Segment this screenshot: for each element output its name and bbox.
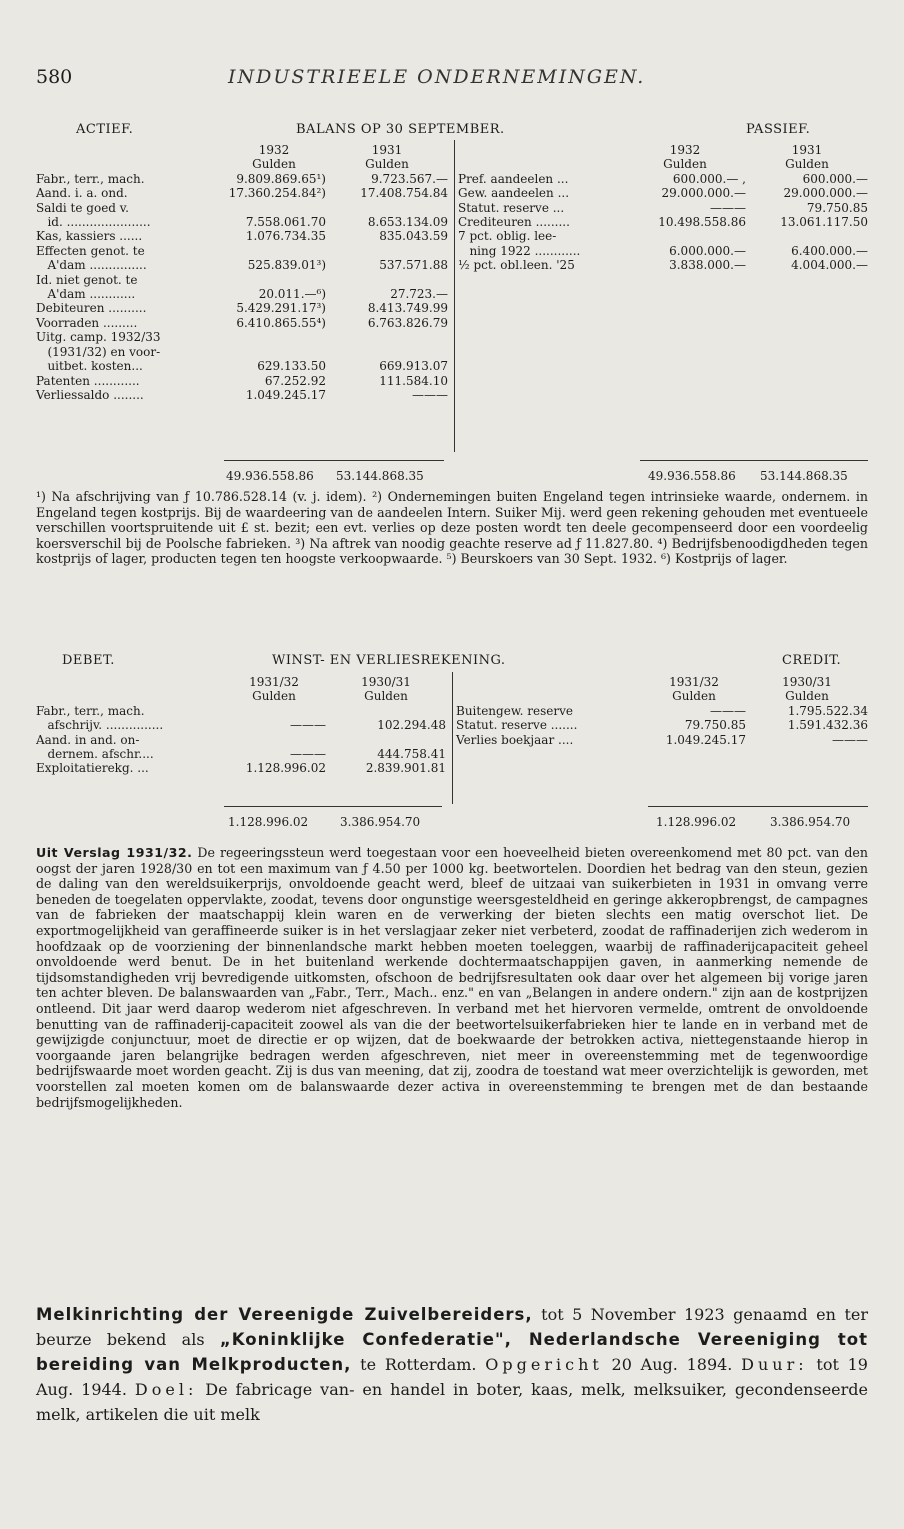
actief-label: id. ...................... [36, 215, 151, 230]
actief-total-1931: 53.144.868.35 [336, 469, 424, 483]
balans-right-title: PASSIEF. [746, 122, 811, 137]
actief-value-2: 17.408.754.84 [360, 186, 448, 201]
melk-text-4: tot 19 Aug. 1944. [36, 1355, 868, 1399]
credit-year-1: 1931/32 [669, 675, 719, 689]
credit-year-2: 1930/31 [782, 675, 832, 689]
debet-total-2: 3.386.954.70 [340, 815, 421, 829]
passief-value-1: 10.498.558.86 [658, 215, 746, 230]
debet-row [36, 704, 446, 718]
melk-company-name: Melkinrichting der Vereenigde Zuivelbereiders, [36, 1305, 533, 1324]
passief-label: ½ pct. obl.leen. '25 [458, 258, 575, 273]
debet-total-1: 1.128.996.02 [228, 815, 309, 829]
credit-total-2: 3.386.954.70 [770, 815, 851, 829]
actief-row [36, 287, 448, 301]
actief-row [36, 244, 448, 258]
actief-value-2 [326, 273, 448, 287]
passief-row [458, 172, 868, 186]
actief-value-1: 5.429.291.17³) [236, 301, 326, 316]
credit-value-1: 79.750.85 [684, 718, 746, 733]
actief-table [36, 143, 448, 402]
actief-value-1 [222, 244, 326, 258]
actief-value-2: 835.043.59 [379, 229, 448, 244]
debet-value-2: 444.758.41 [377, 747, 446, 762]
passief-total-1931: 53.144.868.35 [760, 469, 848, 483]
actief-value-2 [326, 330, 448, 344]
credit-value-1: ——— [710, 703, 746, 718]
melk-doel-label: Doel: [134, 1380, 198, 1399]
debet-table [36, 675, 446, 776]
debet-label: Aand. in and. on- [36, 732, 140, 747]
credit-total-rule [648, 806, 868, 807]
credit-row [456, 733, 868, 747]
credit-label: Buitengew. reserve [456, 703, 574, 718]
passief-value-1: 6.000.000.— [669, 243, 746, 258]
actief-value-2 [326, 345, 448, 359]
passief-label: Gew. aandeelen ... [458, 186, 570, 201]
passief-total-1932: 49.936.558.86 [648, 469, 736, 483]
actief-label: Debiteuren .......... [36, 301, 147, 316]
debet-label: Exploitatierekg. ... [36, 761, 149, 776]
actief-row [36, 215, 448, 229]
credit-label: Verlies boekjaar .... [456, 732, 574, 747]
passief-value-1: 3.838.000.— [669, 258, 746, 273]
passief-row [458, 215, 868, 229]
actief-label: (1931/32) en voor- [36, 344, 161, 359]
credit-row [456, 704, 868, 718]
actief-label: Voorraden ......... [36, 315, 138, 330]
actief-label: Verliessaldo ........ [36, 387, 144, 402]
passief-value-1: 29.000.000.— [661, 186, 746, 201]
actief-label: uitbet. kosten... [36, 359, 143, 374]
passief-value-2: 79.750.85 [806, 200, 868, 215]
actief-label: A'dam ............... [36, 258, 147, 273]
melk-text-3: 20 Aug. 1894. [602, 1355, 742, 1374]
debet-row [36, 747, 446, 761]
actief-value-1: 17.360.254.84²) [228, 186, 326, 201]
actief-label: Uitg. camp. 1932/33 [36, 330, 161, 345]
actief-unit-1932: Gulden [252, 157, 296, 172]
actief-value-2: 8.413.749.99 [367, 301, 448, 316]
actief-year-1932: 1932 [258, 143, 290, 157]
debet-unit-2: Gulden [364, 689, 408, 704]
debet-value-2: 102.294.48 [377, 718, 446, 733]
actief-total-rule [224, 460, 444, 461]
passief-label: Crediteuren ......... [458, 215, 570, 230]
actief-value-2: 111.584.10 [379, 373, 448, 388]
verslag-lead: Uit Verslag 1931/32. [36, 845, 193, 860]
actief-value-1 [222, 201, 326, 215]
credit-value-1: 1.049.245.17 [665, 732, 746, 747]
actief-value-1: 629.133.50 [257, 359, 326, 374]
actief-value-1: 6.410.865.55⁴) [236, 315, 326, 330]
credit-unit-1: Gulden [672, 689, 716, 704]
actief-value-2 [326, 201, 448, 215]
debet-value-1 [222, 733, 326, 747]
wv-right-title: CREDIT. [782, 653, 842, 668]
actief-label: Aand. i. a. ond. [36, 186, 128, 201]
debet-row [36, 761, 446, 775]
actief-label: Id. niet genot. te [36, 272, 138, 287]
actief-value-1: 20.011.—⁶) [258, 287, 326, 302]
actief-value-2: 6.763.826.79 [367, 315, 448, 330]
passief-year-1931: 1931 [791, 143, 823, 157]
debet-label: dernem. afschr.... [36, 747, 154, 762]
actief-row [36, 172, 448, 186]
debet-value-2: 2.839.901.81 [365, 761, 446, 776]
melk-opgericht-label: Opgericht [485, 1355, 603, 1374]
credit-value-2: ——— [832, 732, 868, 747]
debet-value-2 [326, 704, 446, 718]
melk-text-5: De fabricage van- en handel in boter, kaas, melk, melksuiker, gecondenseerde melk, artikelen die uit melk [36, 1380, 868, 1424]
debet-row [36, 718, 446, 732]
passief-table [458, 143, 868, 273]
actief-row [36, 374, 448, 388]
actief-row [36, 201, 448, 215]
verslag-paragraph [36, 845, 868, 1110]
passief-row [458, 201, 868, 215]
actief-row [36, 273, 448, 287]
passief-year-1932: 1932 [669, 143, 701, 157]
credit-total-1: 1.128.996.02 [656, 815, 737, 829]
actief-label: Effecten genot. te [36, 243, 145, 258]
balans-center-title: BALANS OP 30 SEPTEMBER. [296, 122, 505, 137]
credit-value-2: 1.795.522.34 [787, 703, 868, 718]
melk-former-name: „Koninklijke Confederatie", Nederlandsche Vereeniging tot bereiding van Melkproducten, [36, 1330, 868, 1374]
actief-value-2: 669.913.07 [379, 359, 448, 374]
actief-value-2: ——— [412, 387, 448, 402]
actief-label: Kas, kassiers ...... [36, 229, 143, 244]
actief-unit-1931: Gulden [365, 157, 409, 172]
actief-label: Patenten ............ [36, 373, 140, 388]
passief-label: ning 1922 ............ [458, 243, 581, 258]
melk-text-1: tot 5 November 1923 genaamd en ter beurze bekend als [36, 1305, 868, 1349]
wv-center-title: WINST- EN VERLIESREKENING. [272, 653, 506, 668]
wv-divider [452, 672, 453, 804]
balans-left-title: ACTIEF. [76, 122, 134, 137]
passief-total-rule [640, 460, 868, 461]
passief-label: Pref. aandeelen ... [458, 171, 569, 186]
actief-value-2: 537.571.88 [379, 258, 448, 273]
actief-row [36, 345, 448, 359]
passief-row [458, 229, 868, 243]
passief-row [458, 186, 868, 200]
passief-unit-1932: Gulden [663, 157, 707, 172]
actief-value-1: 67.252.92 [264, 373, 326, 388]
credit-label: Statut. reserve ....... [456, 718, 578, 733]
actief-row [36, 229, 448, 243]
passief-row [458, 244, 868, 258]
passief-value-1: 600.000.— , [672, 171, 746, 186]
passief-value-1 [624, 229, 746, 243]
actief-value-2: 27.723.— [390, 287, 448, 302]
actief-row [36, 301, 448, 315]
actief-value-1 [222, 345, 326, 359]
credit-row [456, 718, 868, 732]
actief-value-1 [222, 330, 326, 344]
debet-label: afschrijv. ............... [36, 718, 164, 733]
passief-value-2: 13.061.117.50 [780, 215, 868, 230]
melk-text-2: te Rotterdam. [351, 1355, 486, 1374]
actief-row [36, 330, 448, 344]
debet-label: Fabr., terr., mach. [36, 703, 145, 718]
debet-year-1: 1931/32 [249, 675, 299, 689]
actief-value-1: 9.809.869.65¹) [236, 171, 326, 186]
actief-year-1931: 1931 [371, 143, 403, 157]
debet-unit-1: Gulden [252, 689, 296, 704]
debet-value-1: ——— [290, 718, 326, 733]
verslag-text: De regeeringssteun werd toegestaan voor een hoeveelheid bieten overeenkomend met 80 pct. van den oogst der jaren 1928/30 en tot een maximum van ƒ 4.50 per 1000 kg. beetwortelen. Doordien het bedrag van den steun, gezien de daling van den wereldsuikerprijs, onvoldoende geacht werd, bleef de uitzaai van suikerbieten in 1931 in omvang verre beneden de toegelaten oppervlakte, zoodat, tevens door ongunstige weersgesteldheid en geringe akkeropbrengst, de campagnes van de fabrieken der maatschappij klein waren en de verwerking der bieten slechts een matig overschot liet. De exportmogelijkheid van geraffineerde suiker is in het verslagjaar zeker niet verbeterd, zoodat de raffinaderijen zich wederom in hoofdzaak op de voorziening der binnenlandsche markt hebben moeten toeleggen, waarbij de raffinaderijcapaciteit geheel onvoldoende werd benut. De in het buitenland werkende dochtermaatschappijen gaven, in aanmerking nemende de tijdsomstandigheden vrij bevredigende uitkomsten, ofschoon de bedrijfsresultaten ook daar over het algemeen bij vorige jaren ten achter bleven. De balanswaarden van „Fabr., Terr., Mach.. enz." en van „Belangen in andere ondern." zijn aan de kostprijzen ontleend. Dit jaar werd daarop wederom niet afgeschreven. In verband met het hiervoren vermelde, omtrent de onvoldoende benutting van de raffinaderij-capaciteit zoowel als van die der beetwortelsuikerfabrieken hier te lande en in verband met de gewijzigde conjunctuur, moet de directie er op wijzen, dat de boekwaarde der betrokken activa, niettegenstaande hierop in voorgaande jaren belangrijke bedragen werden afgeschreven, niet meer in overeenstemming met de tegenwoordige bedrijfswaarde moet worden geacht. Zij is dus van meening, dat zij, zoodra de toestand wat meer overzichtelijk is geworden, met voorstellen zal moeten komen om de balanswaarde dezer activa in overeenstemming te brengen met de dan bestaande bedrijfsmogelijkheden. [36, 845, 868, 1110]
actief-value-1: 7.558.061.70 [245, 215, 326, 230]
balans-footnotes: ¹) Na afschrijving van ƒ 10.786.528.14 (v. j. idem). ²) Ondernemingen buiten Engeland tegen intrinsieke waarde, ondernem. in Engeland tegen kostprijs. Bij de waardeering van de aandeelen Intern. Suiker Mij. werd geen rekening gehouden met eventueele verschillen voortspruitende uit £ st. bezit; een evt. verlies op deze posten wordt ten deele gecompenseerd door een voordeelig koersverschil bij de Poolsche fabrieken. ³) Na aftrek van noodig geachte reserve ad ƒ 11.827.80. ⁴) Bedrijfsbenoodigdheden tegen kostprijs of lager, producten tegen ten hoogste verkoopwaarde. ⁵) Beurskoers van 30 Sept. 1932. ⁶) Kostprijs of lager. [36, 489, 868, 567]
actief-label: A'dam ............ [36, 287, 136, 302]
passief-unit-1931: Gulden [785, 157, 829, 172]
actief-row [36, 186, 448, 200]
passief-value-1: ——— [710, 200, 746, 215]
passief-value-2: 4.004.000.— [791, 258, 868, 273]
credit-value-2: 1.591.432.36 [787, 718, 868, 733]
actief-value-1 [222, 273, 326, 287]
debet-value-2 [326, 733, 446, 747]
debet-value-1: ——— [290, 747, 326, 762]
credit-unit-2: Gulden [785, 689, 829, 704]
passief-label: Statut. reserve ... [458, 200, 565, 215]
actief-value-1: 1.076.734.35 [245, 229, 326, 244]
passief-value-2 [746, 229, 868, 243]
passief-value-2: 29.000.000.— [783, 186, 868, 201]
credit-table [456, 675, 868, 747]
debet-year-2: 1930/31 [361, 675, 411, 689]
melk-duur-label: Duur: [741, 1355, 808, 1374]
actief-label: Saldi te goed v. [36, 200, 129, 215]
actief-value-2 [326, 244, 448, 258]
actief-value-1: 1.049.245.17 [245, 387, 326, 402]
actief-row [36, 359, 448, 373]
debet-total-rule [224, 806, 442, 807]
balans-divider [454, 140, 455, 452]
passief-row [458, 258, 868, 272]
passief-value-2: 6.400.000.— [791, 243, 868, 258]
page-number: 580 [36, 66, 73, 88]
melk-entry [36, 1302, 868, 1427]
passief-label: 7 pct. oblig. lee- [458, 229, 557, 244]
actief-row [36, 388, 448, 402]
passief-value-2: 600.000.— [802, 171, 868, 186]
actief-row [36, 258, 448, 272]
wv-left-title: DEBET. [62, 653, 115, 668]
actief-value-2: 8.653.134.09 [367, 215, 448, 230]
running-title: INDUSTRIEELE ONDERNEMINGEN. [228, 66, 646, 88]
debet-value-1: 1.128.996.02 [245, 761, 326, 776]
actief-row [36, 316, 448, 330]
actief-value-1: 525.839.01³) [247, 258, 326, 273]
actief-total-1932: 49.936.558.86 [226, 469, 314, 483]
debet-row [36, 733, 446, 747]
actief-value-2: 9.723.567.— [371, 171, 448, 186]
actief-label: Fabr., terr., mach. [36, 171, 145, 186]
debet-value-1 [222, 704, 326, 718]
